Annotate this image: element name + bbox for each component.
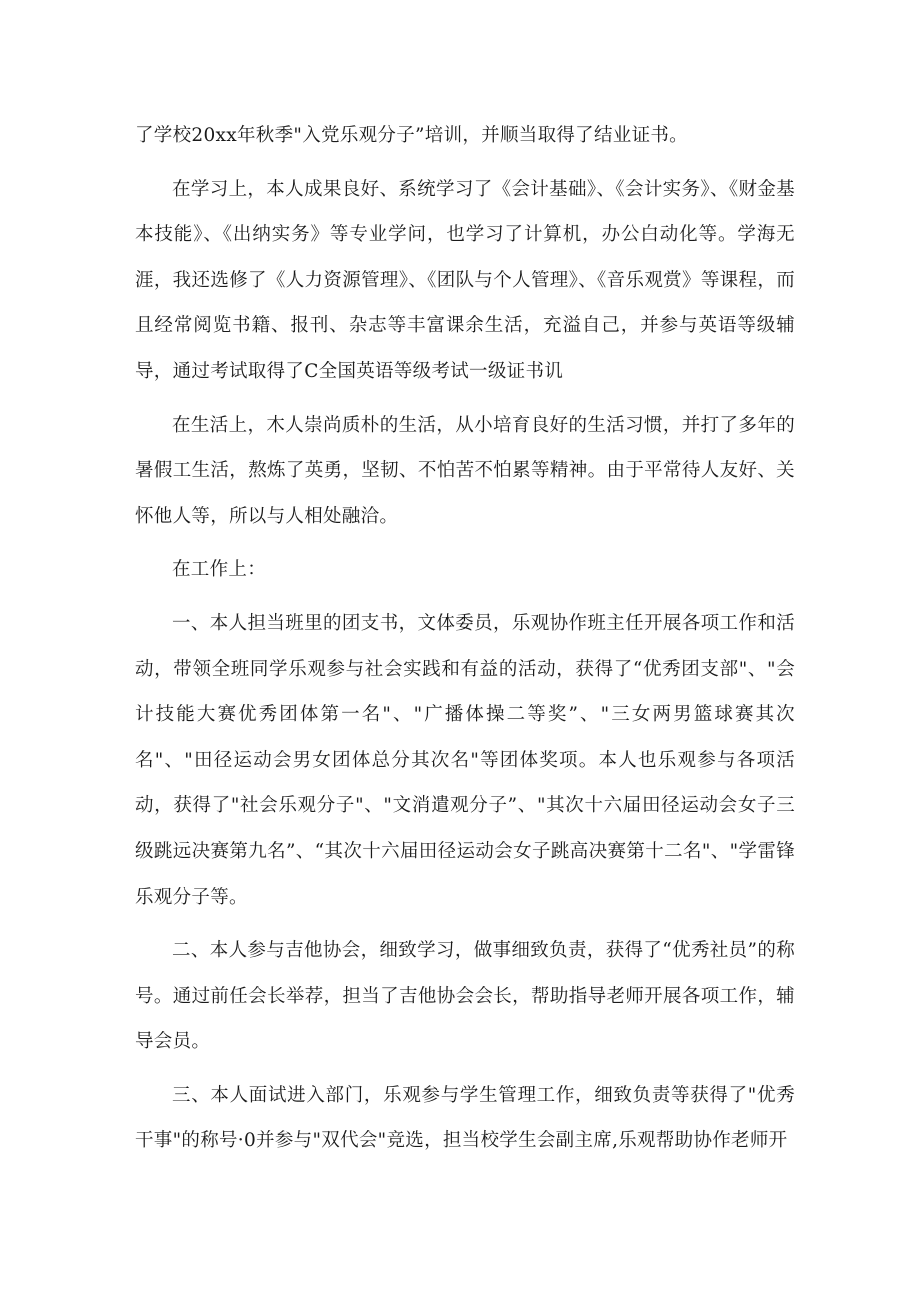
document-page	[135, 113, 795, 1164]
paragraph-study: 在学习上，本人成果良好、系统学习了《会计基础》、《会计实务》、《财金基本技能》、《出纳实务》等专业学问，也学习了计算机，办公白动化等。学海无涯，我还选修了《人力资源管理》、《团队与个人管理》、《音乐观赏》等课程，而且经常阅览书籍、报刊、杂志等丰富课余生活，充溢自己，并参与英语等级辅导，通过考试取得了C全国英语等级考试一级证书讥	[135, 178, 795, 382]
paragraph-work-item-2: 二、本人参与吉他协会，细致学习，做事细致负责，获得了“优秀社员”的称号。通过前任会长举荐，担当了吉他协会会长，帮助指导老师开展各项工作，辅导会员。	[135, 940, 795, 1053]
paragraph-work-heading: 在工作上：	[172, 559, 267, 581]
paragraph-work-item-1: 一、本人担当班里的团支书，文体委员，乐观协作班主任开展各项工作和活动，带领全班同学乐观参与社会实践和有益的活动，获得了“优秀团支部"、"会计技能大赛优秀团体第一名"、"广播体操二等奖”、"三女两男篮球赛其次名"、"田径运动会男女团体总分其次名"等团体奖项。本人也乐观参与各项活动，获得了"社会乐观分子"、"文消遣观分子”、"其次十六届田径运动会女子三级跳远决赛第九名”、“其次十六届田径运动会女子跳高决赛第十二名"、"学雷锋乐观分子等。	[135, 612, 795, 908]
paragraph-continuation: 了学校20xx年秋季"入党乐观分子”培训，并顺当取得了结业证书。	[135, 125, 688, 146]
paragraph-work-item-3: 三、本人面试进入部门，乐观参与学生管理工作，细致负责等获得了"优秀干事"的称号·0并参与"双代会"竞选，担当校学生会副主席,乐观帮助协作老师开	[135, 1084, 795, 1152]
paragraph-life: 在生活上，木人崇尚质朴的生活，从小培育良好的生活习惯，并打了多年的暑假工生活，熬炼了英勇，坚韧、不怕苦不怕累等精神。由于平常待人友好、关怀他人等，所以与人相处融洽。	[135, 414, 795, 527]
